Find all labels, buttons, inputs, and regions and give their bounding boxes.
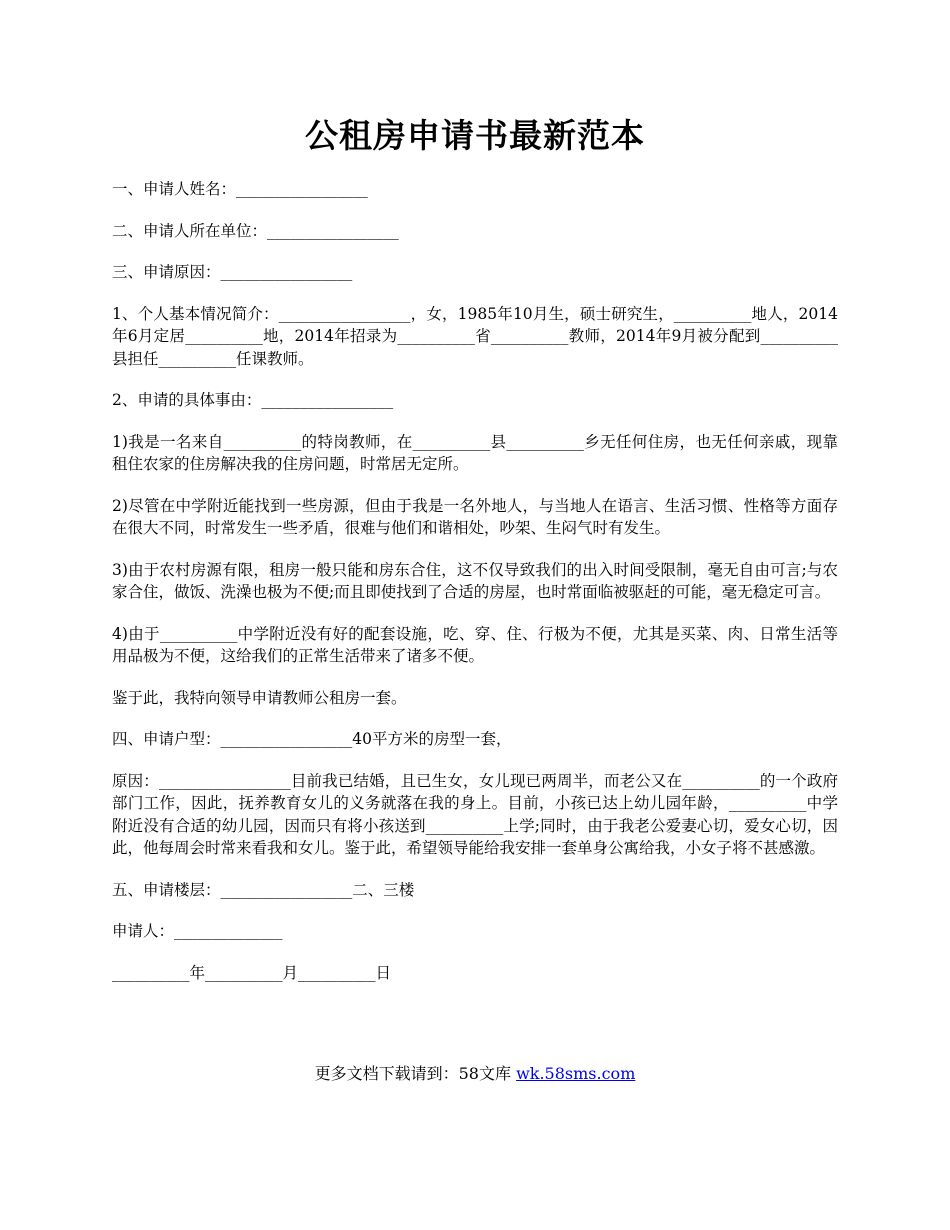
paragraph-reason-1: 1)我是一名来自__________的特岗教师，在__________县__________乡无任何住房，也无任何亲戚，现靠租住农家的住房解决我的住房问题，时常居无定所。 — [112, 432, 838, 473]
footer-text: 更多文档下载请到：58文库 — [314, 1064, 517, 1083]
paragraph-reason-2: 2)尽管在中学附近能找到一些房源，但由于我是一名外地人，与当地人在语言、生活习惯、性格等方面存在很大不同，时常发生一些矛盾，很难与他们和谐相处，吵架、生闷气时有发生。 — [112, 496, 838, 537]
paragraph-floor: 五、申请楼层：_________________二、三楼 — [112, 880, 415, 899]
paragraph-specific-reasons: 2、申请的具体事由：_________________ — [112, 391, 394, 409]
paragraph-applicant-name: 一、申请人姓名：_________________ — [112, 180, 368, 198]
paragraph-request: 鉴于此，我特向领导申请教师公租房一套。 — [112, 688, 407, 707]
document-body — [112, 178, 838, 1003]
paragraph-apartment-type: 四、申请户型：_________________40平方米的房型一套， — [112, 730, 512, 748]
paragraph-type-reason: 原因：_________________目前我已结婚，且已生女，女儿现已两周半，而老公又在__________的一个政府部门工作，因此，抚养教育女儿的义务就落在我的身上。目前，小孩已达上幼儿园年龄，__________中学附近没有合适的幼儿园，因而只有将小孩送到__________上学;同时，由于我老公爱妻心切，爱女心切，因此，他每周会时常来看我和女儿。鉴于此，希望领导能给我安排一套单身公寓给我，小女子将不甚感激。 — [112, 771, 838, 857]
document-title: 公租房申请书最新范本 — [305, 116, 645, 155]
paragraph-applicant-unit: 二、申请人所在单位：_________________ — [112, 221, 399, 240]
paragraph-applicant-signature: 申请人：______________ — [112, 922, 283, 940]
paragraph-reason-heading: 三、申请原因：_________________ — [112, 263, 353, 281]
paragraph-date: __________年__________月__________日 — [112, 963, 392, 982]
paragraph-reason-3: 3)由于农村房源有限，租房一般只能和房东合住，这不仅导致我们的出入时间受限制，毫无自由可言;与农家合住，做饭、洗澡也极为不便;而且即使找到了合适的房屋，也时常面临被驱赶的可能，毫无稳定可言。 — [112, 560, 838, 601]
paragraph-personal-info: 1、个人基本情况简介：_________________，女，1985年10月生，硕士研究生，__________地人，2014年6月定居__________地，2014年招录为__________省__________教师，2014年9月被分配到__________县担任__________任课教师。 — [112, 304, 838, 368]
footer — [0, 1062, 950, 1086]
paragraph-reason-4: 4)由于__________中学附近没有好的配套设施，吃、穿、住、行极为不便，尤其是买菜、肉、日常生活等用品极为不便，这给我们的正常生活带来了诸多不便。 — [112, 624, 838, 665]
footer-link[interactable]: wk.58sms.com — [516, 1064, 636, 1083]
